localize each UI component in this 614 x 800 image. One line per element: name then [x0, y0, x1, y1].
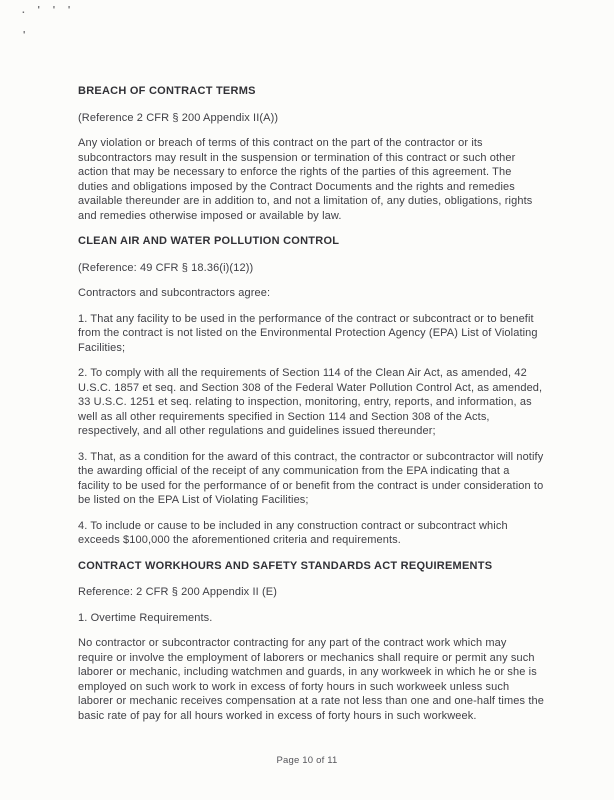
page-number: Page 10 of 11	[276, 755, 338, 766]
list-item-2: 2. To comply with all the requirements of Section 114 of the Clean Air Act, as amended, 42 U.S.C. 1857 et seq. and Section 308 of the Federal Water Pollution Control Act, as amended, 33 U.S.C. 1251 et seq. relating to inspection, monitoring, entry, reports, and information, as well as all other requirements specified in Section 114 and Section 308 of the Acts, respectively, and all other regulations and guidelines issued thereunder;	[78, 367, 543, 437]
scan-artifact: . ' ' '	[22, 5, 76, 16]
section-heading-contract-workhours: CONTRACT WORKHOURS AND SAFETY STANDARDS ACT REQUIREMENTS	[78, 559, 493, 572]
list-item-1: 1. That any facility to be used in the performance of the contract or subcontract or to benefit from the contract is not listed on the Environmental Protection Agency (EPA) List of Violating Facilities;	[78, 312, 538, 354]
scan-artifact: '	[23, 30, 26, 41]
paragraph: Contractors and subcontractors agree:	[78, 287, 271, 299]
list-item-4: 4. To include or cause to be included in any construction contract or subcontract which exceeds $100,000 the aforementioned criteria and requirements.	[78, 519, 508, 546]
paragraph-reference: Reference: 2 CFR § 200 Appendix II (E)	[78, 586, 277, 598]
section-heading-clean-air-water: CLEAN AIR AND WATER POLLUTION CONTROL	[78, 235, 340, 247]
section-heading-breach-of-contract: BREACH OF CONTRACT TERMS	[78, 85, 256, 97]
document-content	[78, 84, 544, 734]
paragraph-subheading: 1. Overtime Requirements.	[78, 611, 213, 624]
paragraph-reference: (Reference 2 CFR § 200 Appendix II(A))	[78, 111, 279, 124]
paragraph-reference: (Reference: 49 CFR § 18.36(i)(12))	[78, 261, 254, 274]
list-item-3: 3. That, as a condition for the award of this contract, the contractor or subcontractor will notify the awarding official of the receipt of any communication from the EPA indicating that a facility to be used for the performance of or benefit from the contract is under consideration to be listed on the EPA List of Violating Facilities;	[78, 450, 544, 506]
paragraph: Any violation or breach of terms of this contract on the part of the contractor or its subcontractors may result in the suspension or termination of this contract or such other action that may be necessary to enforce the rights of the parties of this agreement. The duties and obligations imposed by the Contract Documents and the rights and remedies available thereunder are in addition to, and not a limitation of, any duties, obligations, rights and remedies otherwise imposed or available by law.	[78, 137, 533, 222]
paragraph: No contractor or subcontractor contracting for any part of the contract work which may require or involve the employment of laborers or mechanics shall require or permit any such laborer or mechanic, including watchmen and guards, in any workweek in which he or she is employed on such work to work in excess of forty hours in such workweek unless such laborer or mechanic receives compensation at a rate not less than one and one-half times the basic rate of pay for all hours worked in excess of forty hours in such workweek.	[78, 637, 544, 722]
